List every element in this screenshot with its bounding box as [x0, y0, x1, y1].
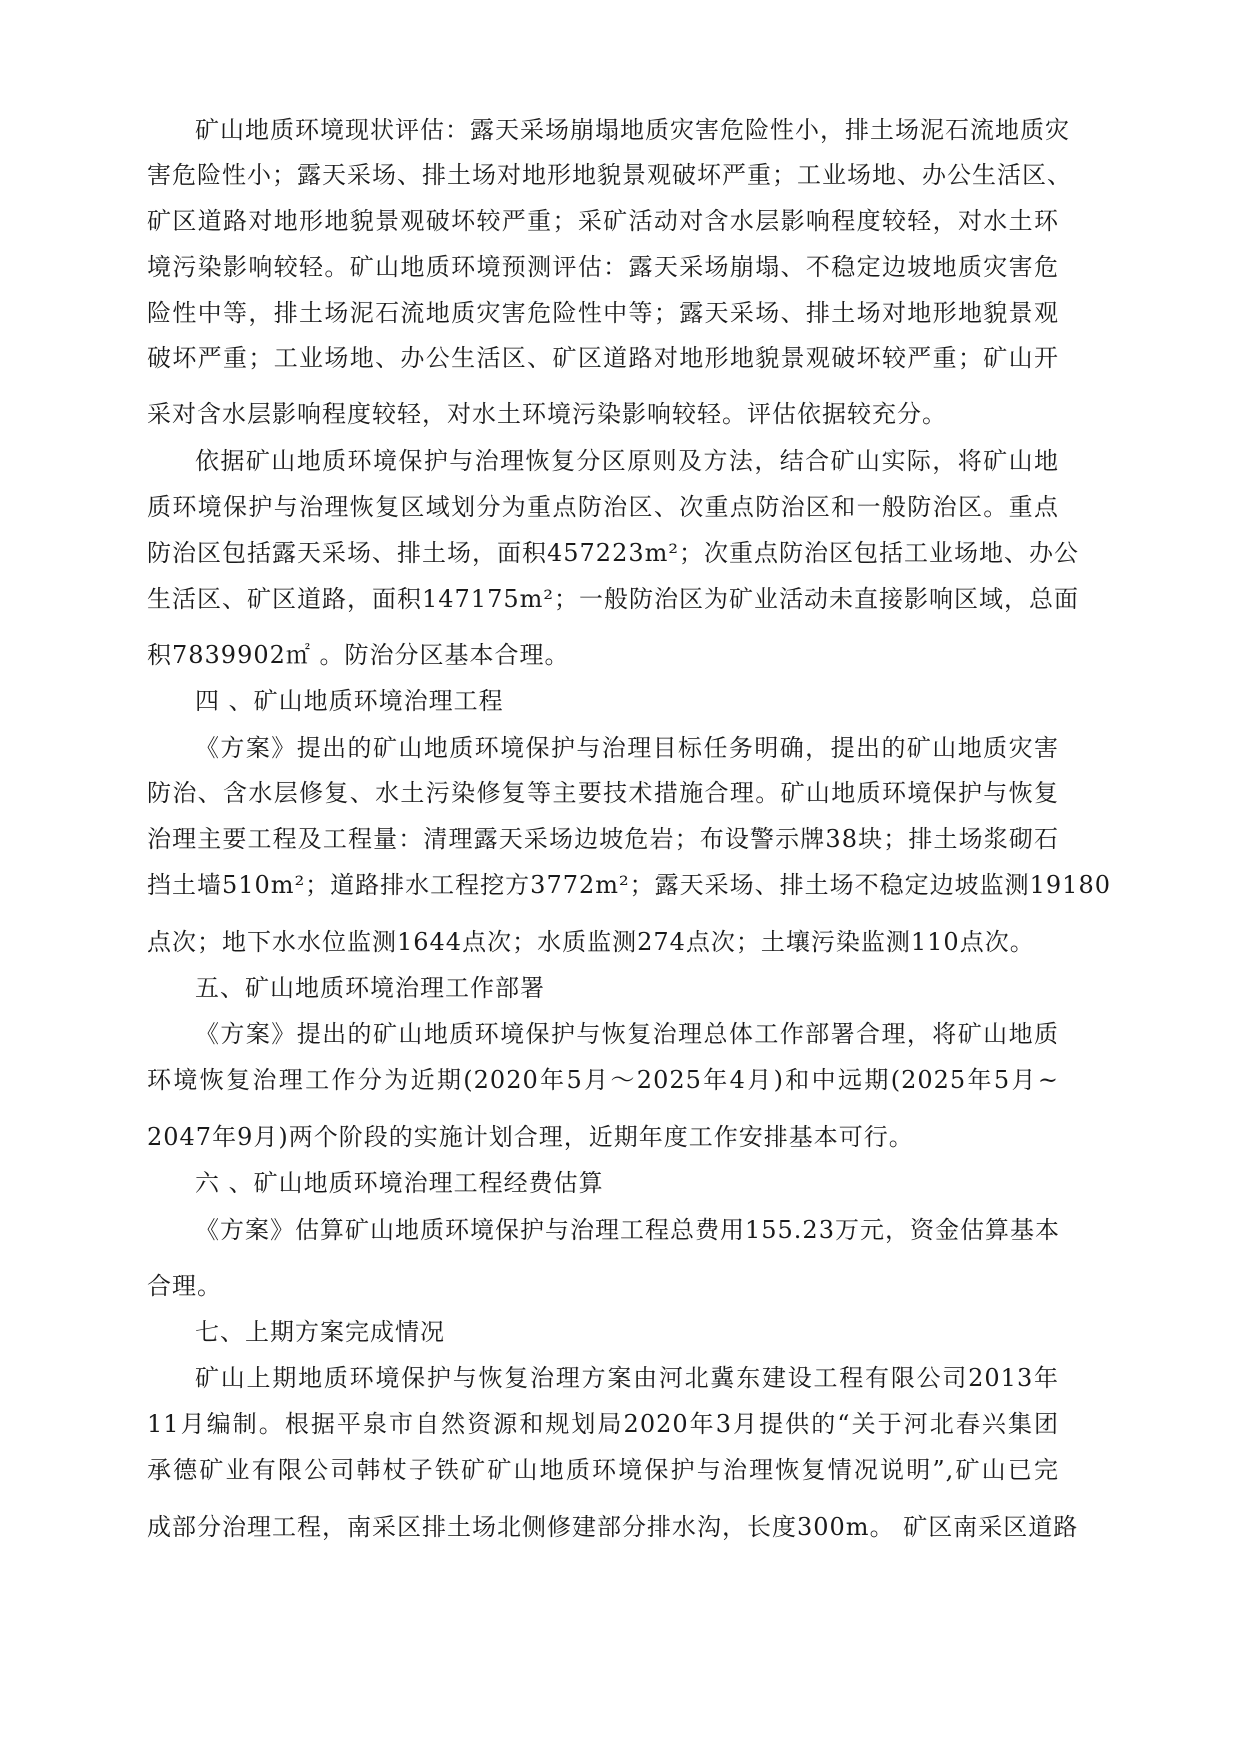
- paragraph-line: 破坏严重；工业场地、办公生活区、矿区道路对地形地貌景观破坏较严重；矿山开: [147, 344, 1059, 372]
- paragraph-line: 挡土墙510m²；道路排水工程挖方3772m²；露天采场、排土场不稳定边坡监测19180: [147, 871, 1111, 899]
- paragraph-line: 承德矿业有限公司韩杖子铁矿矿山地质环境保护与治理恢复情况说明”,矿山已完: [147, 1456, 1059, 1484]
- paragraph-line: 11月编制。根据平泉市自然资源和规划局2020年3月提供的“关于河北春兴集团: [147, 1410, 1059, 1438]
- paragraph-line: 点次；地下水水位监测1644点次；水质监测274点次；土壤污染监测110点次。: [147, 928, 1035, 956]
- paragraph-line: 《方案》提出的矿山地质环境保护与治理目标任务明确，提出的矿山地质灾害: [195, 734, 1059, 762]
- paragraph-line: 治理主要工程及工程量：清理露天采场边坡危岩；布设警示牌38块；排土场浆砌石: [147, 825, 1059, 853]
- section-heading: 七、上期方案完成情况: [195, 1318, 445, 1346]
- paragraph-line: 矿山上期地质环境保护与恢复治理方案由河北冀东建设工程有限公司2013年: [195, 1364, 1059, 1392]
- section-heading: 五、矿山地质环境治理工作部署: [195, 974, 545, 1002]
- paragraph-line: 依据矿山地质环境保护与治理恢复分区原则及方法，结合矿山实际，将矿山地: [195, 447, 1059, 475]
- paragraph-line: 环境恢复治理工作分为近期(2020年5月～2025年4月)和中远期(2025年5月~: [147, 1066, 1059, 1094]
- paragraph-line: 合理。: [147, 1272, 222, 1300]
- paragraph-line: 防治、含水层修复、水土污染修复等主要技术措施合理。矿山地质环境保护与恢复: [147, 779, 1059, 807]
- section-heading: 四 、矿山地质环境治理工程: [195, 687, 504, 715]
- paragraph-line: 防治区包括露天采场、排土场，面积457223m²；次重点防治区包括工业场地、办公: [147, 539, 1079, 567]
- paragraph-line: 质环境保护与治理恢复区域划分为重点防治区、次重点防治区和一般防治区。重点: [147, 493, 1059, 521]
- paragraph-line: 境污染影响较轻。矿山地质环境预测评估：露天采场崩塌、不稳定边坡地质灾害危: [147, 253, 1059, 281]
- paragraph-line: 险性中等，排土场泥石流地质灾害危险性中等；露天采场、排土场对地形地貌景观: [147, 299, 1059, 327]
- paragraph-line: 《方案》估算矿山地质环境保护与治理工程总费用155.23万元，资金估算基本: [195, 1216, 1060, 1244]
- paragraph-line: 生活区、矿区道路，面积147175m²；一般防治区为矿业活动未直接影响区域，总面: [147, 585, 1079, 613]
- paragraph-line: 矿区道路对地形地貌景观破坏较严重；采矿活动对含水层影响程度较轻，对水土环: [147, 207, 1059, 235]
- paragraph-line: 《方案》提出的矿山地质环境保护与恢复治理总体工作部署合理，将矿山地质: [195, 1020, 1059, 1048]
- paragraph-line: 积7839902㎡ 。防治分区基本合理。: [147, 641, 570, 669]
- section-heading: 六 、矿山地质环境治理工程经费估算: [195, 1169, 604, 1197]
- paragraph-line: 2047年9月)两个阶段的实施计划合理，近期年度工作安排基本可行。: [147, 1123, 914, 1151]
- paragraph-line: 成部分治理工程，南采区排土场北侧修建部分排水沟，长度300m。 矿区南采区道路: [147, 1513, 1079, 1541]
- paragraph-line: 矿山地质环境现状评估：露天采场崩塌地质灾害危险性小，排土场泥石流地质灾: [195, 116, 1070, 144]
- paragraph-line: 采对含水层影响程度较轻，对水土环境污染影响较轻。评估依据较充分。: [147, 400, 947, 428]
- paragraph-line: 害危险性小；露天采场、排土场对地形地貌景观破坏严重；工业场地、办公生活区、: [147, 161, 1072, 189]
